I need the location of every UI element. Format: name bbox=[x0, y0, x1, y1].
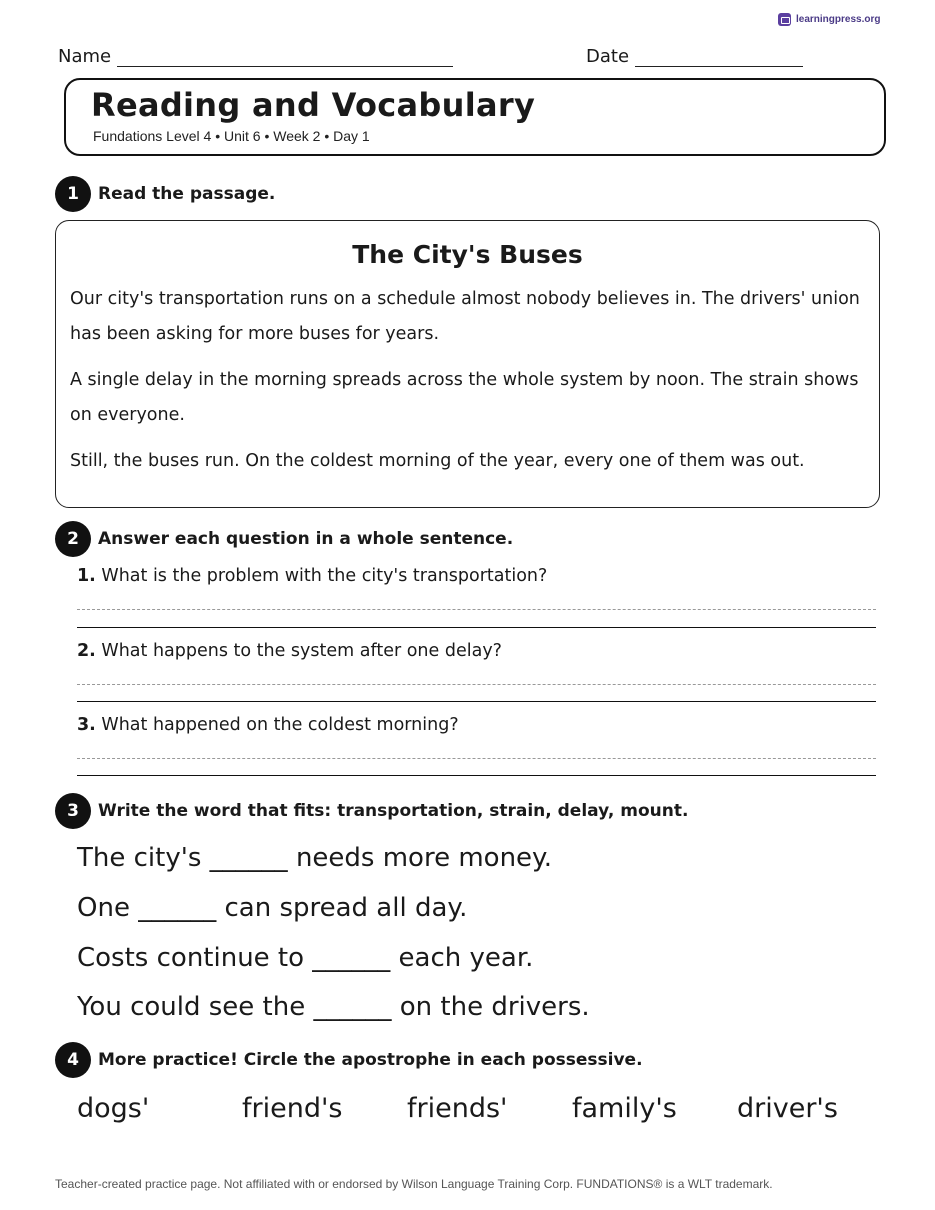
section-instruction: Write the word that fits: transportation, strain, delay, mount. bbox=[98, 801, 689, 821]
section-instruction: Read the passage. bbox=[98, 184, 276, 204]
answer-line-3[interactable] bbox=[77, 775, 876, 776]
passage-paragraph-1: Our city's transportation runs on a schedule almost nobody believes in. The drivers' union has been asking for more buses for years. bbox=[70, 289, 860, 344]
practice-word[interactable]: family's bbox=[572, 1093, 677, 1124]
section-heading-4 bbox=[55, 1042, 643, 1078]
practice-word[interactable]: friends' bbox=[407, 1093, 508, 1124]
answer-line-2[interactable] bbox=[77, 701, 876, 702]
section-number-badge: 2 bbox=[55, 521, 91, 557]
name-blank[interactable] bbox=[117, 48, 453, 67]
passage-paragraph-3: Still, the buses run. On the coldest morning of the year, every one of them was out. bbox=[70, 451, 805, 471]
section-instruction: Answer each question in a whole sentence. bbox=[98, 529, 514, 549]
answer-guide-line bbox=[77, 609, 876, 610]
practice-word[interactable]: driver's bbox=[737, 1093, 838, 1124]
date-label: Date bbox=[586, 46, 630, 67]
question-text: What happens to the system after one delay? bbox=[101, 641, 502, 661]
section-number-badge: 3 bbox=[55, 793, 91, 829]
date-field bbox=[586, 46, 803, 67]
name-field bbox=[58, 46, 453, 67]
name-label: Name bbox=[58, 46, 112, 67]
section-heading-2 bbox=[55, 521, 513, 557]
answer-guide-line bbox=[77, 684, 876, 685]
book-icon bbox=[778, 13, 791, 26]
question-1 bbox=[77, 566, 547, 586]
section-heading-1 bbox=[55, 176, 275, 212]
question-2 bbox=[77, 641, 502, 661]
fill-in-sentence-2[interactable]: One ______ can spread all day. bbox=[77, 893, 468, 923]
question-text: What is the problem with the city's transportation? bbox=[101, 566, 548, 586]
section-number-badge: 1 bbox=[55, 176, 91, 212]
brand-name: learningpress.org bbox=[796, 14, 881, 25]
practice-word[interactable]: dogs' bbox=[77, 1093, 150, 1124]
section-instruction: More practice! Circle the apostrophe in each possessive. bbox=[98, 1050, 643, 1070]
practice-word[interactable]: friend's bbox=[242, 1093, 343, 1124]
footer-disclaimer: Teacher-created practice page. Not affiliated with or endorsed by Wilson Language Training Corp. FUNDATIONS® is a WLT trademark. bbox=[55, 1177, 773, 1191]
answer-line-1[interactable] bbox=[77, 627, 876, 628]
answer-guide-line bbox=[77, 758, 876, 759]
section-number-badge: 4 bbox=[55, 1042, 91, 1078]
section-heading-3 bbox=[55, 793, 688, 829]
page-subtitle: Fundations Level 4 • Unit 6 • Week 2 • Day 1 bbox=[93, 128, 370, 144]
fill-in-sentence-3[interactable]: Costs continue to ______ each year. bbox=[77, 943, 534, 973]
question-3 bbox=[77, 715, 459, 735]
passage-paragraph-2: A single delay in the morning spreads across the whole system by noon. The strain shows on everyone. bbox=[70, 370, 859, 425]
date-blank[interactable] bbox=[635, 48, 803, 67]
fill-in-sentence-1[interactable]: The city's ______ needs more money. bbox=[77, 843, 552, 873]
question-text: What happened on the coldest morning? bbox=[101, 715, 459, 735]
brand bbox=[778, 13, 880, 26]
question-number: 1. bbox=[77, 566, 96, 586]
passage-title: The City's Buses bbox=[352, 240, 583, 269]
question-number: 3. bbox=[77, 715, 96, 735]
page-title: Reading and Vocabulary bbox=[91, 86, 536, 124]
fill-in-sentence-4[interactable]: You could see the ______ on the drivers. bbox=[77, 992, 590, 1022]
question-number: 2. bbox=[77, 641, 96, 661]
